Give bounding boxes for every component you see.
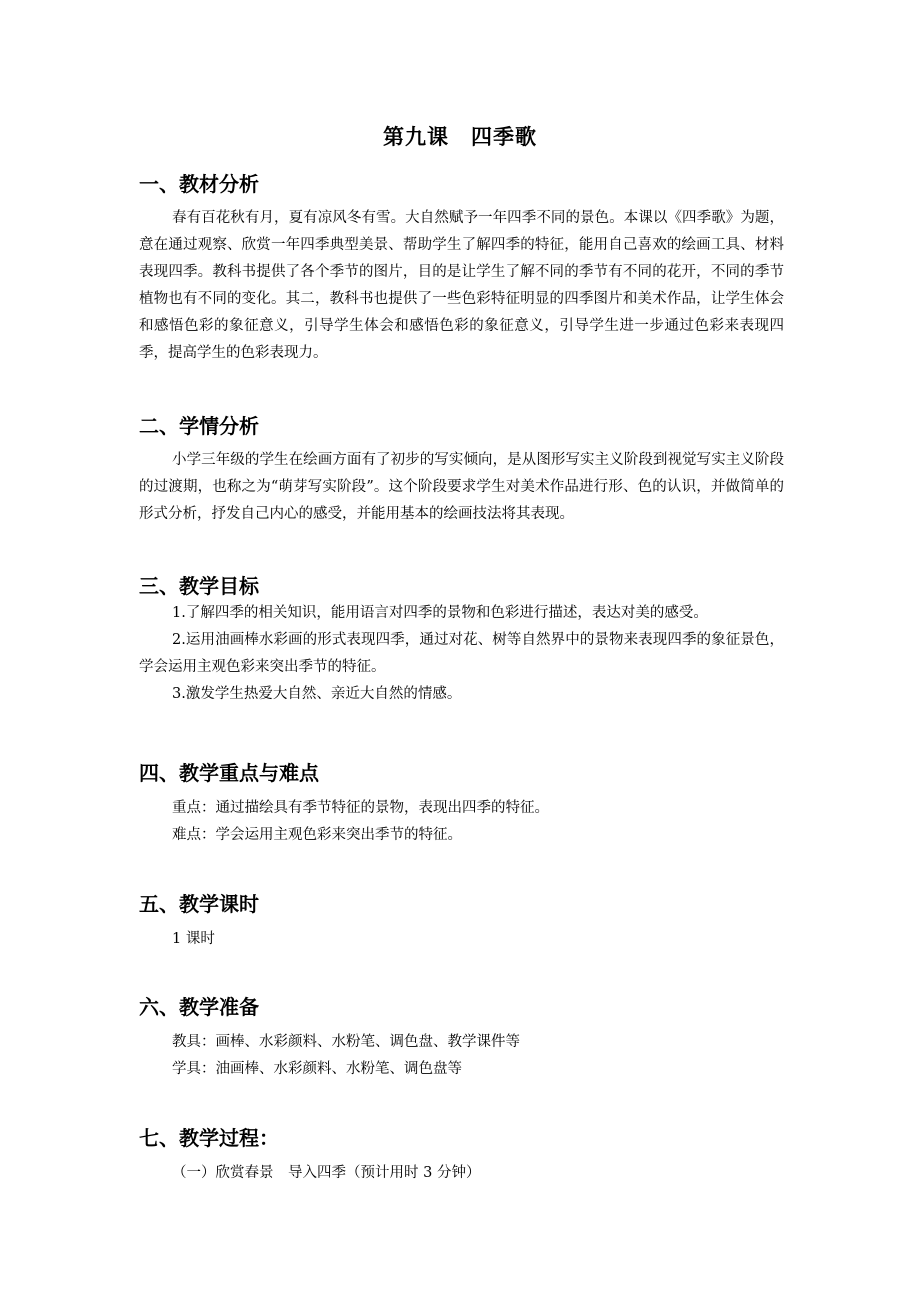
key-point-item: 重点：通过描绘具有季节特征的景物，表现出四季的特征。 (172, 800, 549, 816)
class-hours-value: 1 课时 (172, 931, 215, 947)
section-heading: 一、教材分析 (139, 172, 259, 196)
section-textbook-analysis (139, 170, 784, 367)
section-heading: 六、教学准备 (139, 995, 259, 1019)
goal-item: 1.了解四季的相关知识，能用语言对四季的景物和色彩进行描述，表达对美的感受。 (172, 605, 708, 621)
section-heading: 四、教学重点与难点 (139, 761, 319, 785)
section-paragraph: 小学三年级的学生在绘画方面有了初步的写实倾向，是从图形写实主义阶段到视觉写实主义阶段的过渡期，也称之为“萌芽写实阶段”。这个阶段要求学生对美术作品进行形、色的认识，并做简单的形式分析，抒发自己内心的感受，并能用基本的绘画技法将其表现。 (139, 452, 784, 522)
student-materials: 学具：油画棒、水彩颜料、水粉笔、调色盘等 (172, 1061, 462, 1077)
section-student-analysis (139, 412, 784, 528)
process-step: （一）欣赏春景 导入四季（预计用时 3 分钟） (172, 1165, 481, 1181)
goal-item: 3.激发学生热爱大自然、亲近大自然的情感。 (172, 686, 462, 702)
section-heading: 二、学情分析 (139, 414, 259, 438)
document-title: 第九课 四季歌 (383, 124, 537, 149)
goal-item: 2.运用油画棒水彩画的形式表现四季，通过对花、树等自然界中的景物来表现四季的象征景色，学会运用主观色彩来突出季节的特征。 (139, 632, 784, 675)
section-teaching-goals (139, 572, 784, 708)
section-heading: 三、教学目标 (139, 574, 259, 598)
section-teaching-process (139, 1124, 784, 1187)
section-key-points (139, 759, 784, 849)
teacher-materials: 教具：画棒、水彩颜料、水粉笔、调色盘、教学课件等 (172, 1034, 520, 1050)
section-heading: 七、教学过程： (139, 1126, 279, 1150)
difficulty-item: 难点：学会运用主观色彩来突出季节的特征。 (172, 827, 462, 843)
section-preparation (139, 993, 784, 1083)
section-heading: 五、教学课时 (139, 892, 259, 916)
section-paragraph: 春有百花秋有月，夏有凉风冬有雪。大自然赋予一年四季不同的景色。本课以《四季歌》为题，意在通过观察、欣赏一年四季典型美景、帮助学生了解四季的特征，能用自己喜欢的绘画工具、材料表现四季。教科书提供了各个季节的图片，目的是让学生了解不同的季节有不同的花开，不同的季节植物也有不同的变化。其二，教科书也提供了一些色彩特征明显的四季图片和美术作品，让学生体会和感悟色彩的象征意义，引导学生体会和感悟色彩的象征意义，引导学生进一步通过色彩来表现四季，提高学生的色彩表现力。 (139, 210, 784, 361)
section-class-hours (139, 890, 784, 953)
